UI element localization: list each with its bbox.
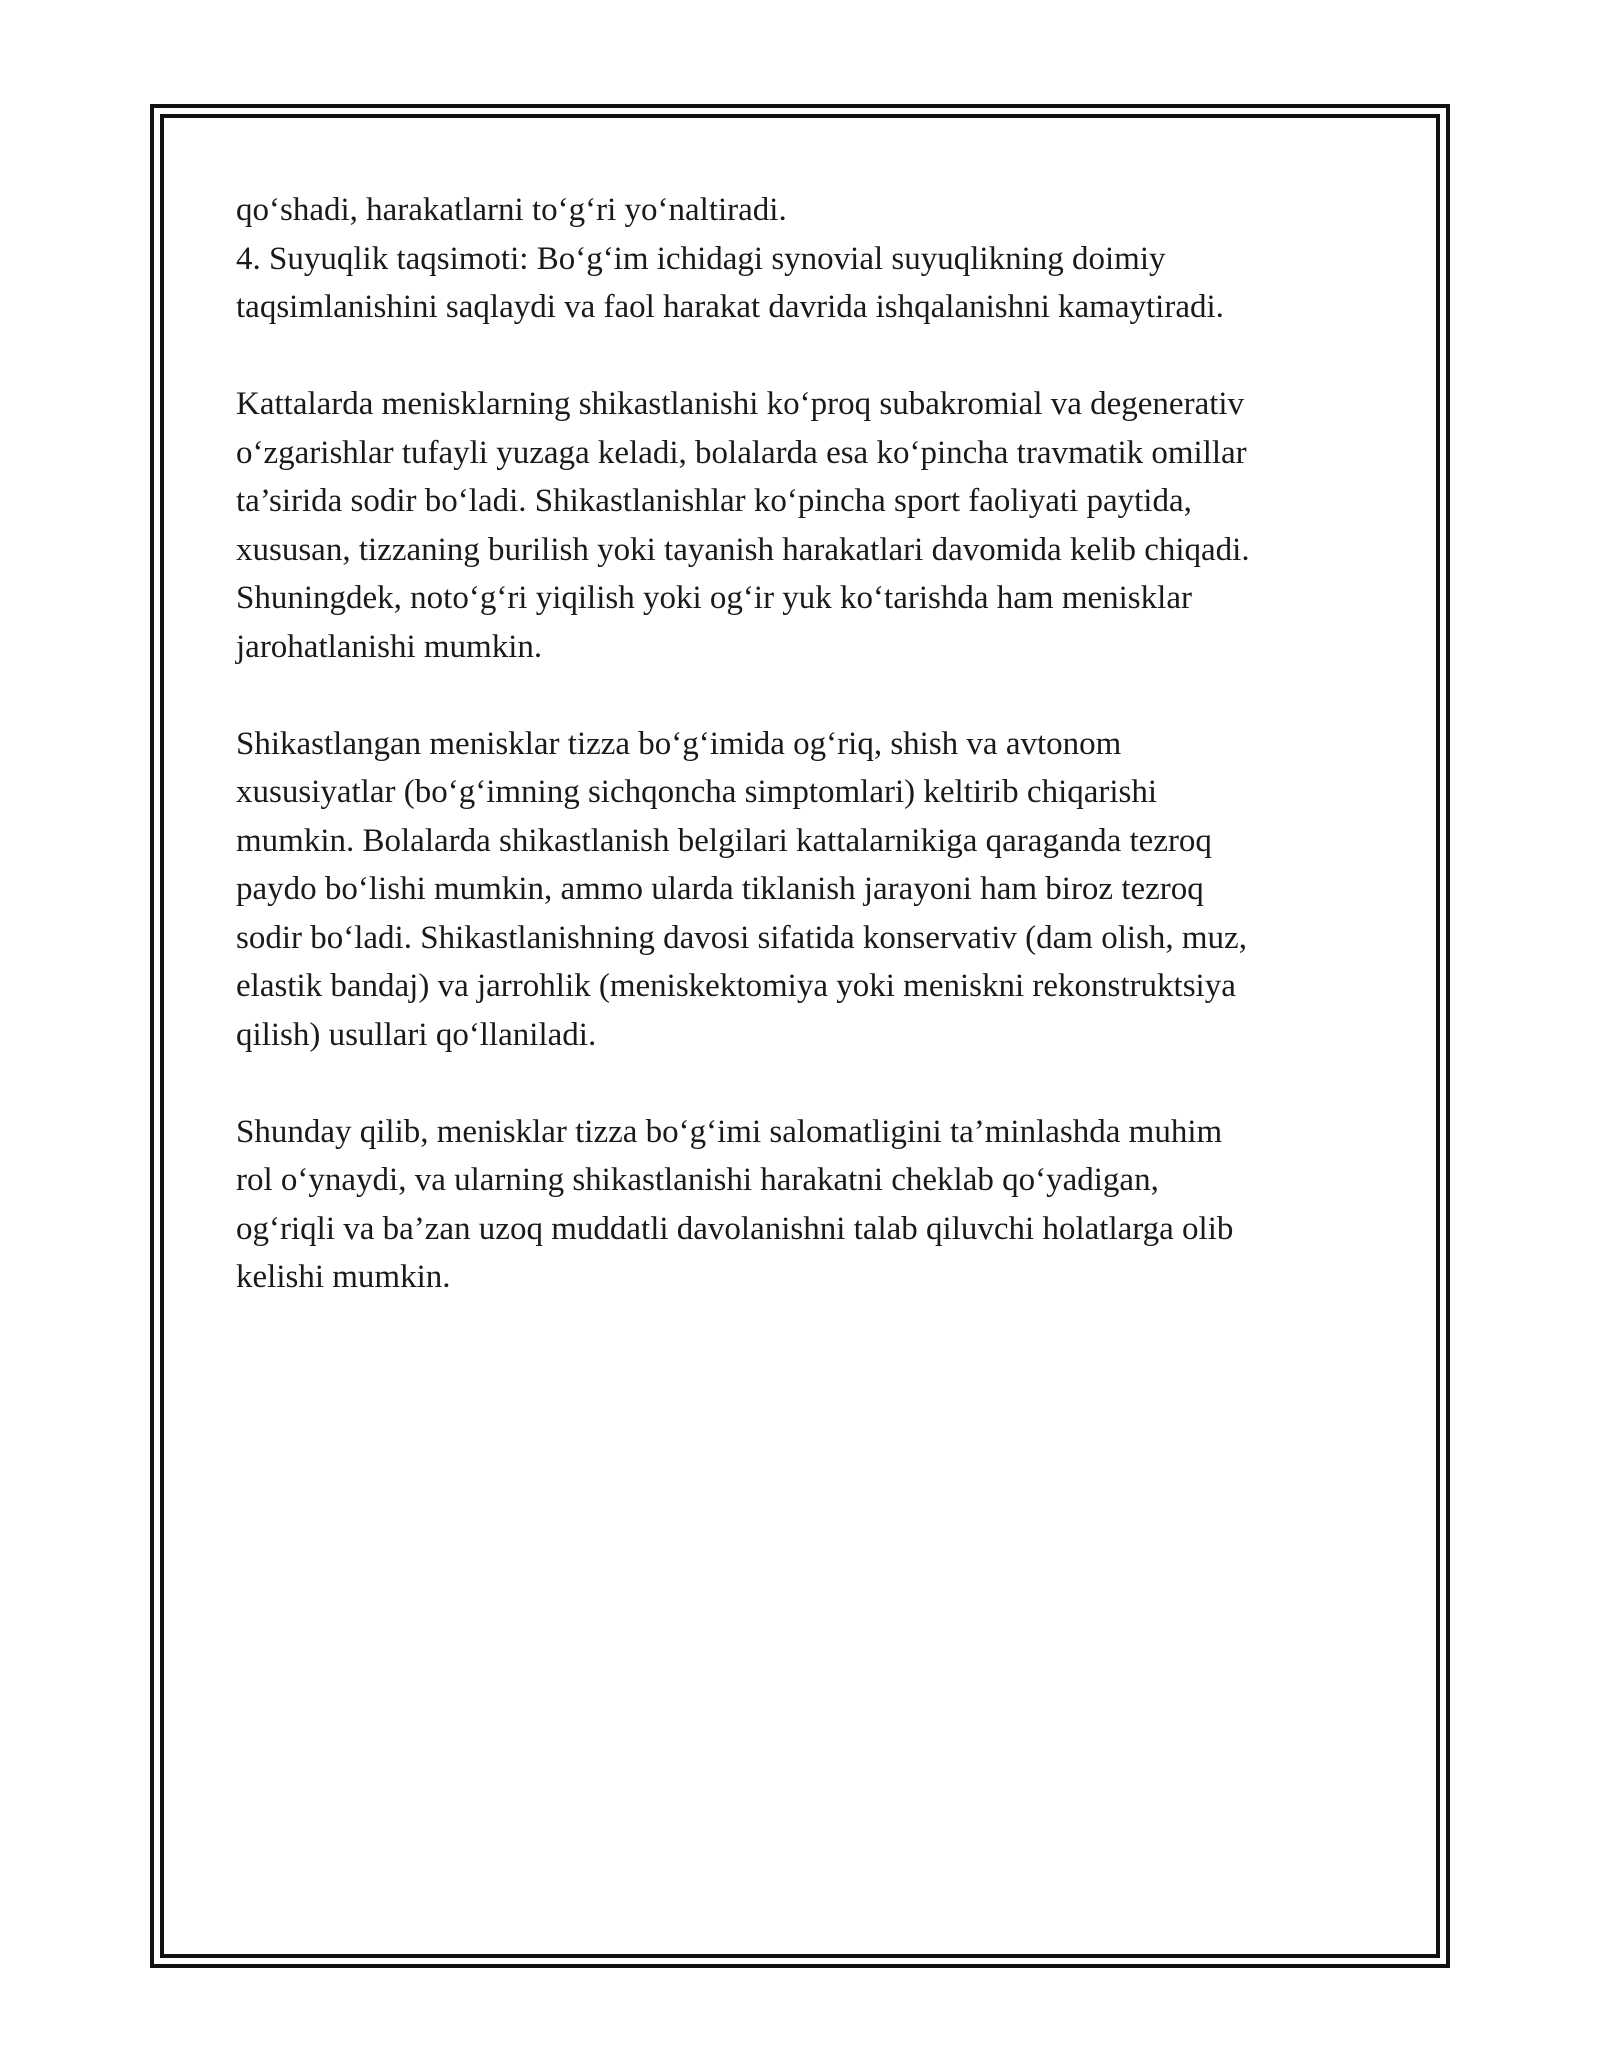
paragraph-continuation: qo‘shadi, harakatlarni to‘g‘ri yo‘naltiradi. [236, 192, 787, 228]
paragraph-conclusion: Shunday qilib, menisklar tizza bo‘g‘imi salomatligini ta’minlashda muhim rol o‘ynaydi, va ularning shikastlanishi harakatni cheklab qo‘yadigan, og‘riqli va ba’zan uzoq muddatli davolanishni talab qiluvchi holatlarga olib kelishi mumkin. [236, 1113, 1234, 1295]
paragraph-symptoms-treatment: Shikastlangan menisklar tizza bo‘g‘imida og‘riq, shish va avtonom xususiyatlar (bo‘g‘imning sichqoncha simptomlari) keltirib chiqarishi mumkin. Bolalarda shikastlanish belgilari kattalarnikiga qaraganda tezroq paydo bo‘lishi mumkin, ammo ularda tiklanish jarayoni ham biroz tezroq sodir bo‘ladi. Shikastlanishning davosi sifatida konservativ (dam olish, muz, elastik bandaj) va jarrohlik (meniskektomiya yoki meniskni rekonstruktsiya qilish) usullari qo‘llaniladi. [236, 725, 1247, 1053]
paragraph-fluid-distribution: 4. Suyuqlik taqsimoti: Bo‘g‘im ichidagi synovial suyuqlikning doimiy taqsimlanishini saqlaydi va faol harakat davrida ishqalanishni kamaytiradi. [236, 240, 1224, 325]
paragraph-adult-injuries: Kattalarda menisklarning shikastlanishi ko‘proq subakromial va degenerativ o‘zgarishlar tufayli yuzaga keladi, bolalarda esa ko‘pincha travmatik omillar ta’sirida sodir bo‘ladi. Shikastlanishlar ko‘pincha sport faoliyati paytida, xususan, tizzaning burilish yoki tayanish harakatlari davomida kelib chiqadi. Shuningdek, noto‘g‘ri yiqilish yoki og‘ir yuk ko‘tarishda ham menisklar jarohatlanishi mumkin. [236, 386, 1250, 665]
document-body [236, 186, 1386, 1302]
